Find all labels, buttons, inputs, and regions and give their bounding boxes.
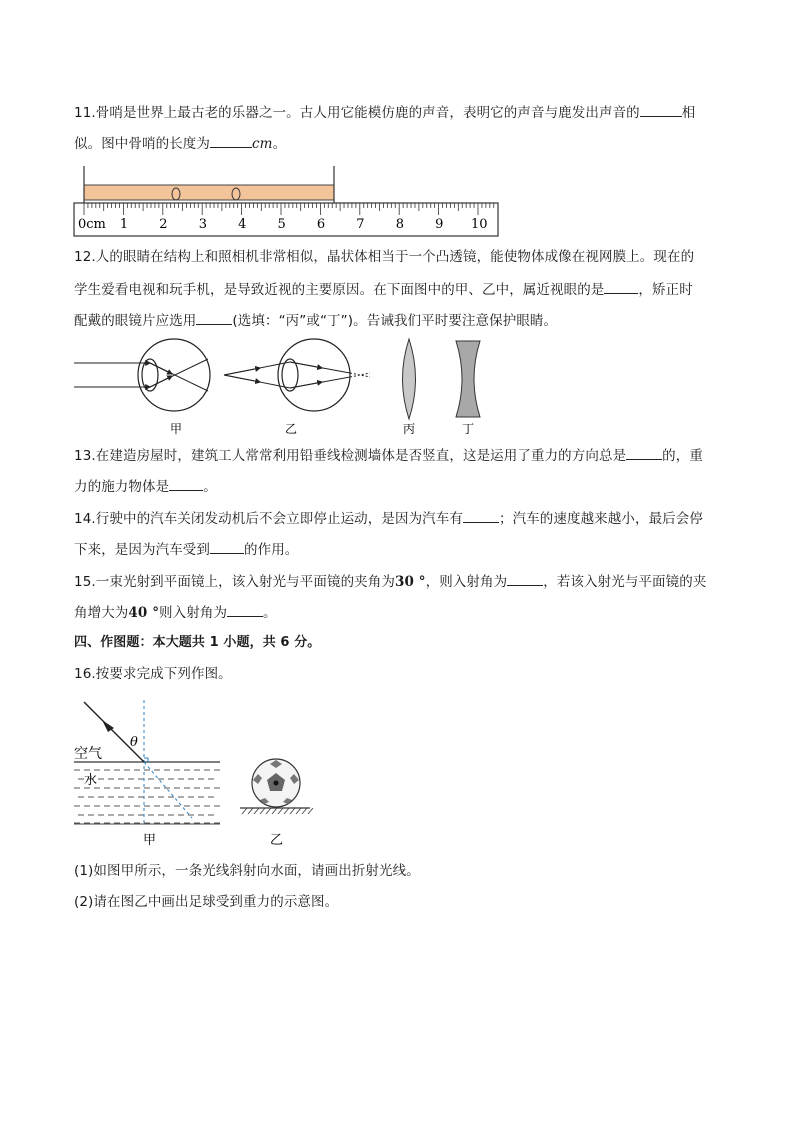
q12-text-d: 配戴的眼镜片应选用	[74, 313, 197, 329]
q13-text-b: 的，重	[662, 448, 703, 464]
label-jia-16: 甲	[143, 833, 157, 848]
ruler-tick-label: 2	[159, 217, 168, 232]
q15-text-b: ，则入射角为	[425, 574, 508, 590]
q14-text-c: 下来，是因为汽车受到	[74, 542, 210, 558]
eye-yi	[224, 339, 370, 411]
q15-line2	[74, 602, 277, 623]
label-ding: 丁	[462, 422, 475, 436]
label-bing: 丙	[403, 422, 416, 436]
q14-text-a: 14.行驶中的汽车关闭发动机后不会立即停止运动，是因为汽车有	[74, 511, 463, 527]
q13-line1	[74, 445, 703, 466]
angle-theta: θ	[130, 735, 138, 750]
q15-line1	[74, 571, 706, 592]
ruler-tick-label: 10	[471, 217, 488, 232]
q15-text-d: 角增大为	[74, 605, 129, 621]
q14-line1	[74, 508, 703, 529]
q15-text-a: 15.一束光射到平面镜上，该入射光与平面镜的夹角为	[74, 574, 395, 590]
ruler-tick-label: 6	[316, 217, 326, 232]
label-jia: 甲	[170, 422, 183, 436]
ruler-tick-label: 3	[198, 217, 207, 232]
ruler-tick-label: 0cm	[78, 217, 106, 232]
q15-text-c: ，若该入射光与平面镜的夹	[543, 574, 707, 590]
q15-blank-2[interactable]	[227, 602, 263, 617]
q11-line2	[74, 133, 286, 154]
section-4-title: 四、作图题：本大题共 1 小题，共 6 分。	[74, 635, 321, 650]
q14-blank-1[interactable]	[463, 508, 499, 523]
football-center-dot	[274, 781, 279, 786]
q13-blank-1[interactable]	[626, 445, 662, 460]
q11-text-a: 11.骨哨是世界上最古老的乐器之一。古人用它能模仿鹿的声音，表明它的声音与鹿发出声音的	[74, 105, 640, 121]
q13-blank-2[interactable]	[169, 476, 203, 491]
ground-hatch-line	[302, 808, 307, 814]
drawing-figure	[70, 696, 320, 851]
ground-hatch-line	[296, 808, 301, 814]
q12-line2	[74, 279, 693, 300]
q16-sub2: (2)请在图乙中画出足球受到重力的示意图。	[74, 894, 339, 910]
q13-text-d: 。	[203, 479, 217, 495]
ground-hatch-line	[248, 808, 253, 814]
ruler-tick-label: 1	[119, 217, 129, 232]
q15-angle-30: 30 °	[394, 574, 426, 590]
ground-hatch-line	[290, 808, 295, 814]
label-yi-16: 乙	[270, 833, 284, 848]
ground-hatch-line	[254, 808, 259, 814]
refraction-figure-jia	[74, 700, 220, 848]
q12-text-c: ，矫正时	[638, 282, 693, 298]
q14-blank-2[interactable]	[210, 539, 244, 554]
air-label: 空气	[74, 746, 102, 762]
q12-blank-2[interactable]	[196, 310, 232, 325]
q11-text-c: 似。图中骨哨的长度为	[74, 136, 210, 152]
q14-text-d: 的作用。	[244, 542, 299, 558]
ruler-tick-label: 9	[435, 217, 444, 232]
eye-jia	[74, 339, 210, 411]
q14-text-b: ；汽车的速度越来越小，最后会停	[498, 511, 703, 527]
concave-lens-ding	[456, 341, 480, 417]
q14-line2	[74, 539, 298, 560]
q11-blank-2[interactable]	[210, 133, 252, 148]
q11-line1	[74, 102, 695, 123]
football-figure-yi	[240, 759, 313, 848]
q15-angle-40: 40 °	[128, 605, 160, 621]
ground-hatch-line	[266, 808, 271, 814]
label-yi: 乙	[285, 422, 298, 436]
ruler-tick-label: 5	[277, 217, 286, 232]
q11-blank-1[interactable]	[640, 102, 682, 117]
q16-sub1: (1)如图甲所示，一条光线斜射向水面，请画出折射光线。	[74, 863, 420, 879]
q13-line2	[74, 476, 217, 497]
q16-line1: 16.按要求完成下列作图。	[74, 666, 232, 682]
q15-text-e: 则入射角为	[159, 605, 228, 621]
bone-whistle-ruler-figure	[70, 160, 510, 240]
q12-text-e: (选填：“丙”或“丁”)。告诫我们平时要注意保护眼睛。	[232, 313, 558, 329]
bone-whistle	[84, 185, 334, 200]
convex-lens-bing	[403, 339, 416, 419]
q12-text-b: 学生爱看电视和玩手机，是导致近视的主要原因。在下面图中的甲、乙中，属近视眼的是	[74, 282, 605, 298]
ground-hatch-line	[284, 808, 289, 814]
ruler-tick-label: 7	[356, 217, 365, 232]
ground-hatch-line	[260, 808, 265, 814]
q12-line3	[74, 310, 557, 331]
q13-text-a: 13.在建造房屋时，建筑工人常常利用铅垂线检测墙体是否竖直，这是运用了重力的方向总是	[74, 448, 627, 464]
ground-hatch-line	[278, 808, 283, 814]
ruler-tick-label: 8	[395, 217, 404, 232]
q12-line1	[74, 247, 694, 267]
q11-text-d: 。	[272, 136, 287, 152]
ground-hatch-line	[272, 808, 277, 814]
q11-text-b: 相	[681, 105, 696, 121]
ground-hatch-line	[242, 808, 247, 814]
eye-lens-figure	[70, 335, 510, 437]
ruler-tick-label: 4	[238, 217, 247, 232]
water-label: 水	[84, 773, 98, 788]
q15-blank-1[interactable]	[507, 571, 543, 586]
q12-text-a: 12.人的眼睛在结构上和照相机非常相似，晶状体相当于一个凸透镜，能使物体成像在视网膜上。现在的	[74, 249, 695, 265]
q15-text-f: 。	[263, 605, 277, 621]
q12-blank-1[interactable]	[604, 279, 638, 294]
ground-hatch	[242, 808, 313, 814]
q13-text-c: 力的施力物体是	[74, 479, 170, 495]
ground-hatch-line	[308, 808, 313, 814]
q11-unit: cm	[252, 136, 273, 152]
